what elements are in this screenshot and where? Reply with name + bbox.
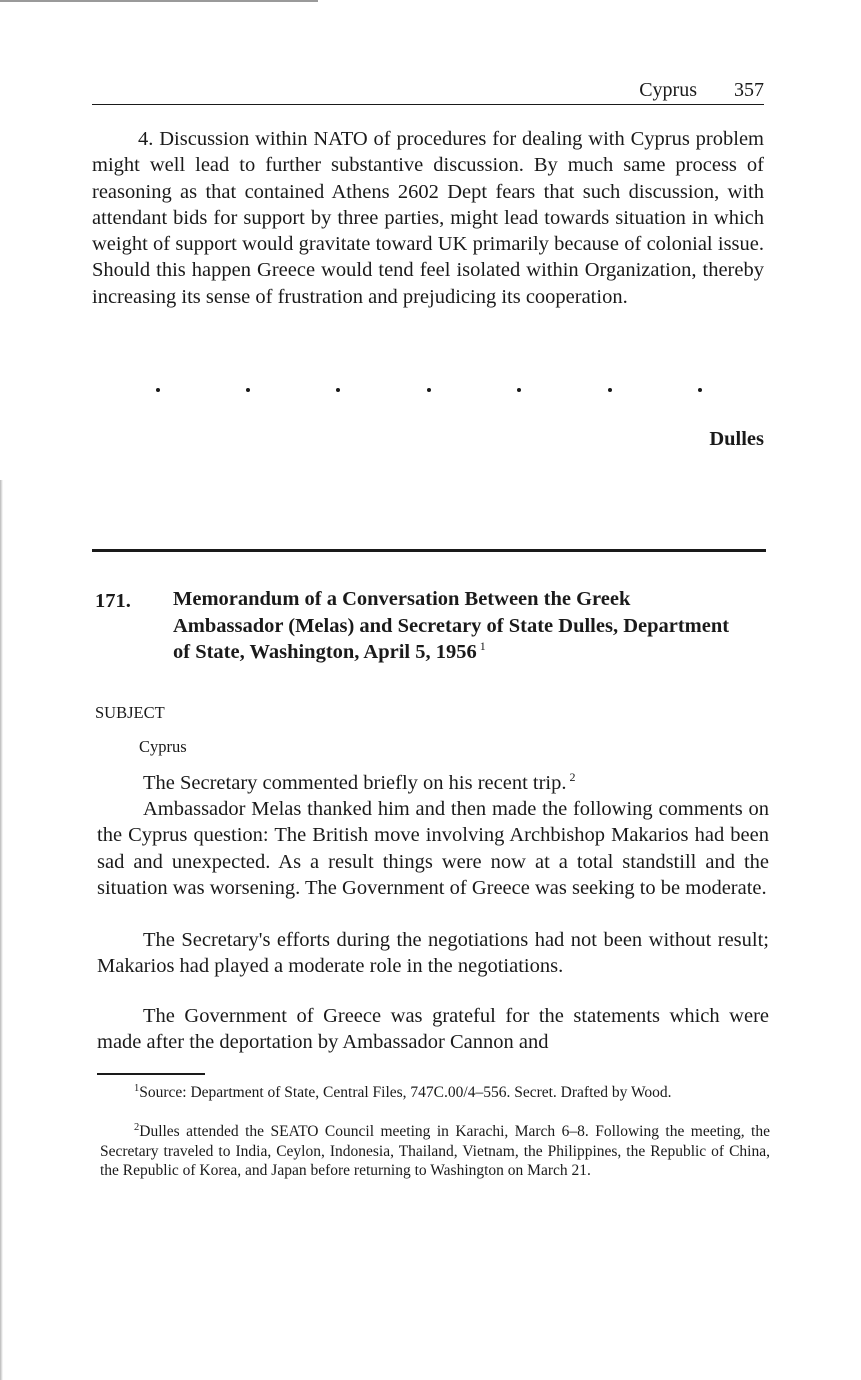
- footnote-2-marker: 2: [134, 1121, 140, 1133]
- running-head: [92, 78, 764, 105]
- memo-paragraph-3: The Secretary's efforts during the negotiations had not been without result; Makarios had played a moderate role in the negotiations.: [97, 929, 769, 978]
- footnote-2: [100, 1122, 770, 1181]
- page-number: 357: [734, 79, 764, 101]
- footnote-2-text: Dulles attended the SEATO Council meeting in Karachi, March 6–8. Following the meeting, the Secretary traveled to India, Ceylon, Indonesia, Thailand, Vietnam, the Philippines, the Republic of China, the Republic of Korea, and Japan before returning to Washington on March 21.: [100, 1123, 770, 1179]
- omission-dot: [336, 388, 340, 392]
- omission-marks-text: [92, 380, 94, 381]
- memo-paragraph-1-text: The Secretary commented briefly on his recent trip.: [143, 772, 567, 794]
- omission-dot: [698, 388, 702, 392]
- document-title: [173, 586, 733, 666]
- scan-left-edge: [0, 480, 3, 1380]
- memo-paragraph-2: Ambassador Melas thanked him and then made the following comments on the Cyprus question: The British move involving Archbishop Makarios had been sad and unexpected. As a result things were now at a total standstill and the situation was worsening. The Government of Greece was seeking to be moderate.: [97, 798, 769, 900]
- omission-dot: [427, 388, 431, 392]
- omission-dot: [517, 388, 521, 392]
- omission-marks: [92, 380, 764, 400]
- omission-dot: [246, 388, 250, 392]
- footnote-ref-1[interactable]: 1: [479, 639, 486, 654]
- scan-top-edge: [0, 0, 318, 2]
- subject-value: Cyprus: [139, 737, 187, 756]
- footnote-ref-2[interactable]: 2: [569, 770, 576, 785]
- footnote-separator: [97, 1073, 205, 1075]
- footnote-1-marker: 1: [134, 1082, 140, 1094]
- footnote-1: [100, 1083, 770, 1103]
- section-divider: [92, 549, 766, 552]
- running-head-title: Cyprus: [639, 79, 697, 101]
- omission-dot: [156, 388, 160, 392]
- previous-document-paragraph-4: 4. Discussion within NATO of procedures for dealing with Cyprus problem might well lead to further substantive discussion. By much same process of reasoning as that contained Athens 2602 Dept fears that such discussion, with attendant bids for support by three parties, might lead towards situation in which weight of support would gravitate toward UK primarily because of colonial issue. Should this happen Greece would tend feel isolated within Organization, thereby increasing its sense of frustration and prejudicing its cooperation.: [92, 128, 764, 308]
- document-title-text: Memorandum of a Conversation Between the Greek Ambassador (Melas) and Secretary of State Dulles, Department of State, Washington, April 5, 1956: [173, 588, 730, 663]
- memo-paragraph-4: The Government of Greece was grateful for the statements which were made after the deportation by Ambassador Cannon and: [97, 1005, 769, 1054]
- signature: Dulles: [709, 428, 764, 450]
- memo-paragraph-1: [97, 770, 769, 796]
- footnote-1-text: Source: Department of State, Central Files, 747C.00/4–556. Secret. Drafted by Wood.: [139, 1084, 672, 1101]
- subject-label: SUBJECT: [95, 703, 165, 722]
- document-number: 171.: [95, 590, 131, 612]
- omission-dot: [608, 388, 612, 392]
